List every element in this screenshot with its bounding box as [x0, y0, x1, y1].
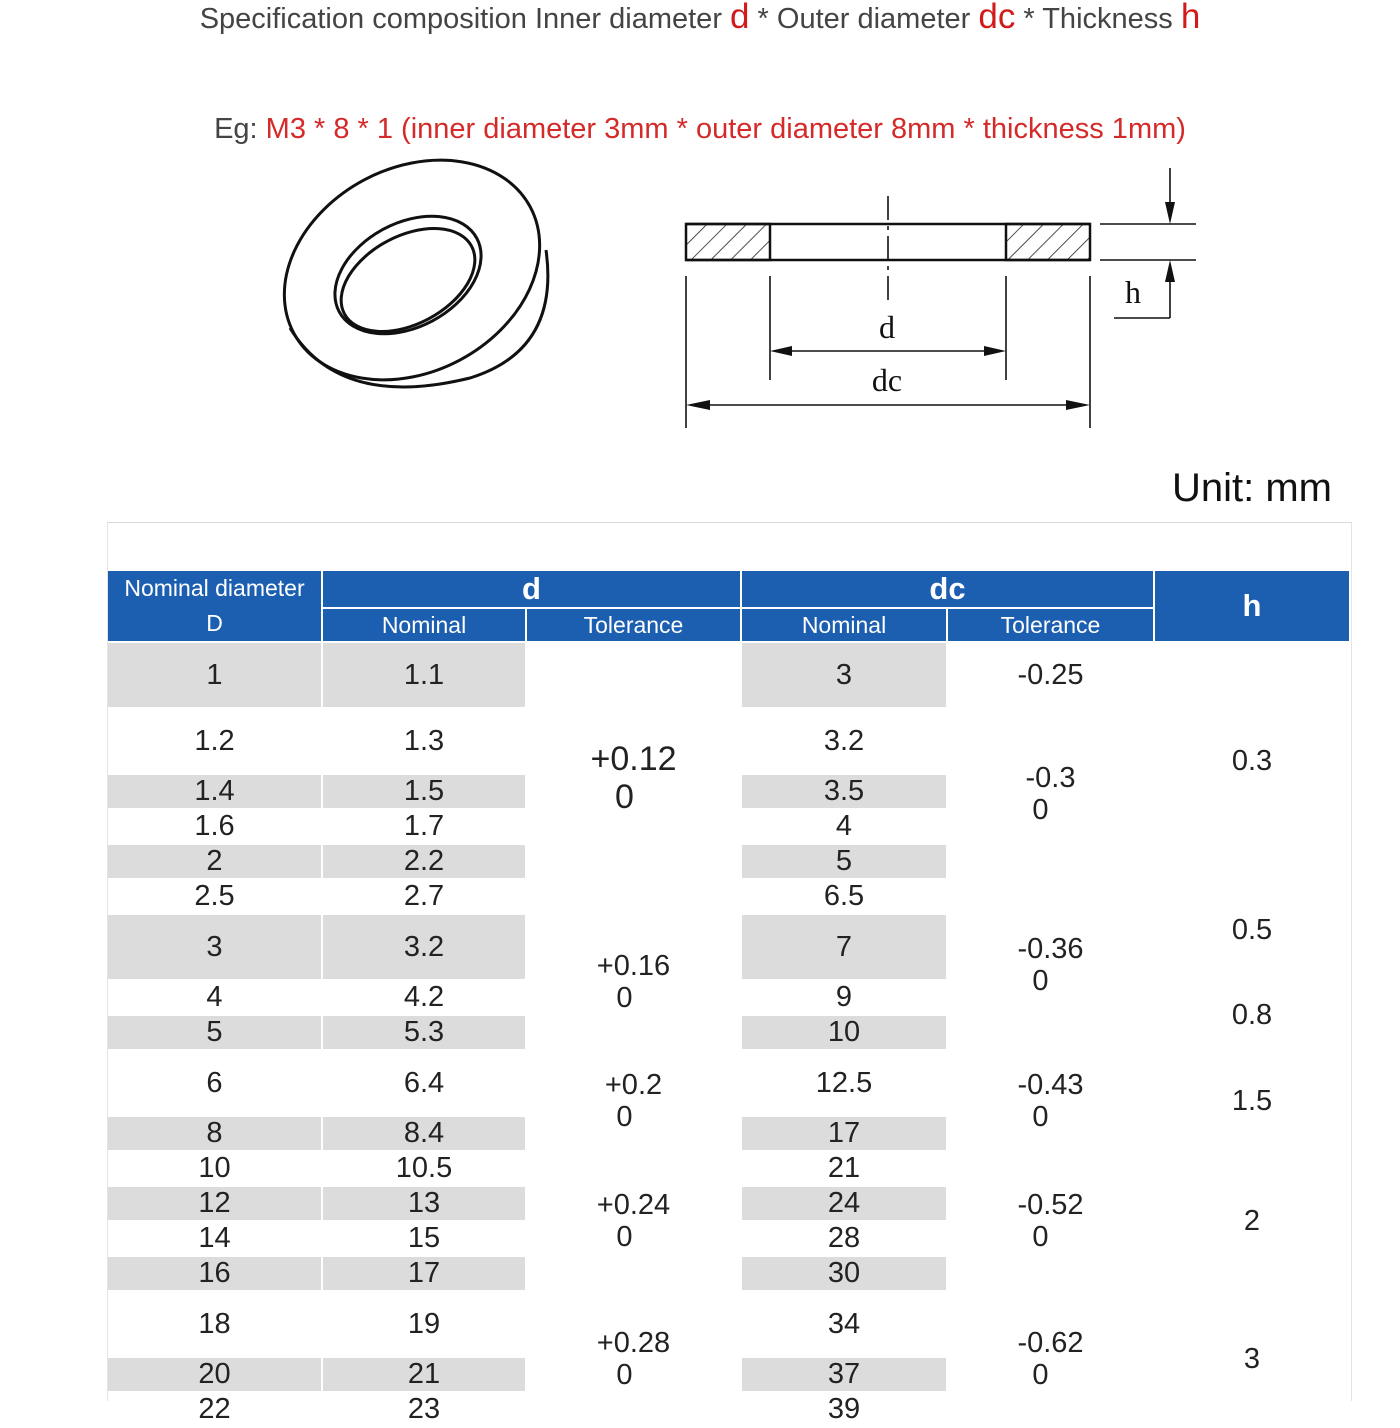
cell-d-tolerance [526, 642, 741, 914]
cell-d-nominal: 6.4 [322, 1050, 526, 1116]
cell-nominal-diameter: 2.5 [108, 879, 322, 914]
tol-upper: -0.3 [1025, 761, 1076, 794]
cell-d-nominal: 8.4 [322, 1116, 526, 1151]
tol-upper: +0.16 [596, 950, 671, 982]
cell-d-nominal: 21 [322, 1357, 526, 1392]
tol-upper: +0.24 [596, 1189, 671, 1221]
tol-lower: 0 [616, 1221, 633, 1253]
cell-d-nominal: 4.2 [322, 980, 526, 1015]
cell-nominal-diameter: 10 [108, 1151, 322, 1186]
cell-nominal-diameter: 18 [108, 1291, 322, 1357]
cell-nominal-diameter: 1.6 [108, 809, 322, 844]
cell-dc-nominal: 39 [741, 1392, 947, 1427]
cell-dc-nominal: 17 [741, 1116, 947, 1151]
washer-isometric-icon [246, 150, 578, 423]
tol-lower: 0 [616, 1359, 633, 1391]
cell-dc-nominal: 37 [741, 1357, 947, 1392]
cell-nominal-diameter: 5 [108, 1015, 322, 1050]
header-d-nominal: Nominal [322, 608, 526, 642]
cell-d-nominal: 13 [322, 1186, 526, 1221]
tol-upper: +0.28 [596, 1327, 671, 1359]
table-row [108, 642, 1350, 708]
cell-d-nominal: 1.3 [322, 708, 526, 774]
tol-upper: -0.25 [1017, 659, 1084, 691]
cell-nominal-diameter: 1.2 [108, 708, 322, 774]
cell-d-nominal: 2.7 [322, 879, 526, 914]
header-group-dc: dc [741, 571, 1154, 608]
table-row [108, 1151, 1350, 1186]
table-row [108, 1050, 1350, 1116]
tol-upper: -0.62 [1017, 1327, 1084, 1359]
spec-table-body [108, 642, 1350, 1427]
cell-d-tolerance [526, 1291, 741, 1427]
cell-d-nominal: 23 [322, 1392, 526, 1427]
tol-lower: 0 [1032, 1221, 1049, 1253]
header-d-tolerance: Tolerance [526, 608, 741, 642]
cell-dc-tolerance [947, 642, 1154, 708]
unit-label: Unit: mm [1172, 466, 1332, 510]
cell-d-nominal: 1.1 [322, 642, 526, 708]
cell-d-tolerance [526, 914, 741, 1050]
cell-d-nominal: 2.2 [322, 844, 526, 879]
cell-h: 0.5 [1154, 879, 1350, 980]
cell-nominal-diameter: 12 [108, 1186, 322, 1221]
tol-lower: 0 [615, 778, 634, 816]
example-line [0, 112, 1400, 146]
washer-cross-section [686, 168, 1196, 428]
cell-d-nominal: 17 [322, 1256, 526, 1291]
cell-nominal-diameter: 4 [108, 980, 322, 1015]
tol-lower: 0 [1032, 1359, 1049, 1391]
spec-prefix: Specification composition Inner diameter [199, 3, 731, 35]
spec-mid1: * Outer diameter [749, 3, 979, 35]
cell-h: 1.5 [1154, 1050, 1350, 1151]
example-text: M3 * 8 * 1 (inner diameter 3mm * outer diameter 8mm * thickness 1mm) [265, 113, 1186, 145]
washer-drawing [0, 150, 1400, 440]
cell-dc-nominal: 3.5 [741, 774, 947, 809]
cell-h: 0.3 [1154, 642, 1350, 879]
cell-nominal-diameter: 1 [108, 642, 322, 708]
cell-dc-tolerance [947, 708, 1154, 879]
tol-upper: +0.12 [590, 740, 677, 778]
cell-dc-nominal: 21 [741, 1151, 947, 1186]
cell-nominal-diameter: 22 [108, 1392, 322, 1427]
tol-lower: 0 [616, 1100, 633, 1133]
cell-d-nominal: 10.5 [322, 1151, 526, 1186]
cell-d-tolerance [526, 1151, 741, 1291]
header-nominal-diameter: Nominal diameter D [108, 571, 322, 642]
cell-nominal-diameter: 6 [108, 1050, 322, 1116]
cell-dc-nominal: 30 [741, 1256, 947, 1291]
cell-nominal-diameter: 2 [108, 844, 322, 879]
tol-upper: +0.2 [604, 1068, 663, 1101]
tol-lower: 0 [1032, 793, 1049, 826]
cell-dc-nominal: 28 [741, 1221, 947, 1256]
tol-lower: 0 [616, 982, 633, 1014]
header-dc-tolerance: Tolerance [947, 608, 1154, 642]
tol-upper: -0.43 [1017, 1068, 1084, 1101]
header-h: h [1154, 571, 1350, 642]
cell-h: 2 [1154, 1151, 1350, 1291]
cell-dc-nominal: 3 [741, 642, 947, 708]
cell-nominal-diameter: 3 [108, 914, 322, 980]
cell-h: 0.8 [1154, 980, 1350, 1050]
tol-upper: -0.52 [1017, 1189, 1084, 1221]
cell-d-nominal: 19 [322, 1291, 526, 1357]
example-prefix: Eg: [214, 113, 266, 145]
cell-dc-tolerance [947, 1050, 1154, 1151]
cell-nominal-diameter: 1.4 [108, 774, 322, 809]
cell-dc-nominal: 9 [741, 980, 947, 1015]
tol-lower: 0 [1032, 1100, 1049, 1133]
drawing-label-h: h [1125, 274, 1141, 310]
spec-h-symbol: h [1180, 0, 1201, 36]
spec-d-symbol: d [730, 0, 750, 36]
cell-dc-tolerance [947, 1151, 1154, 1291]
cell-d-tolerance [526, 1050, 741, 1151]
cell-d-nominal: 3.2 [322, 914, 526, 980]
cell-d-nominal: 1.7 [322, 809, 526, 844]
cell-dc-nominal: 4 [741, 809, 947, 844]
tol-lower: 0 [1032, 964, 1049, 997]
cell-nominal-diameter: 20 [108, 1357, 322, 1392]
cell-d-nominal: 1.5 [322, 774, 526, 809]
cell-d-nominal: 5.3 [322, 1015, 526, 1050]
spec-mid2: * Thickness [1015, 3, 1181, 35]
cell-dc-nominal: 6.5 [741, 879, 947, 914]
cell-dc-tolerance [947, 1291, 1154, 1427]
tol-upper: -0.36 [1017, 932, 1084, 965]
cell-dc-nominal: 3.2 [741, 708, 947, 774]
cell-nominal-diameter: 16 [108, 1256, 322, 1291]
drawing-label-d: d [879, 309, 895, 345]
cell-dc-nominal: 10 [741, 1015, 947, 1050]
cell-nominal-diameter: 8 [108, 1116, 322, 1151]
washer-spec-table [108, 571, 1351, 1428]
cell-dc-nominal: 34 [741, 1291, 947, 1357]
cell-dc-nominal: 24 [741, 1186, 947, 1221]
cell-nominal-diameter: 14 [108, 1221, 322, 1256]
cell-dc-nominal: 5 [741, 844, 947, 879]
cell-d-nominal: 15 [322, 1221, 526, 1256]
cell-dc-nominal: 12.5 [741, 1050, 947, 1116]
cell-h: 3 [1154, 1291, 1350, 1427]
cell-dc-tolerance [947, 879, 1154, 1050]
table-row [108, 1291, 1350, 1357]
cell-dc-nominal: 7 [741, 914, 947, 980]
header-group-d: d [322, 571, 741, 608]
header-dc-nominal: Nominal [741, 608, 947, 642]
drawing-label-dc: dc [871, 362, 903, 398]
spec-composition-line [0, 0, 1400, 36]
spec-dc-symbol: dc [978, 0, 1016, 36]
